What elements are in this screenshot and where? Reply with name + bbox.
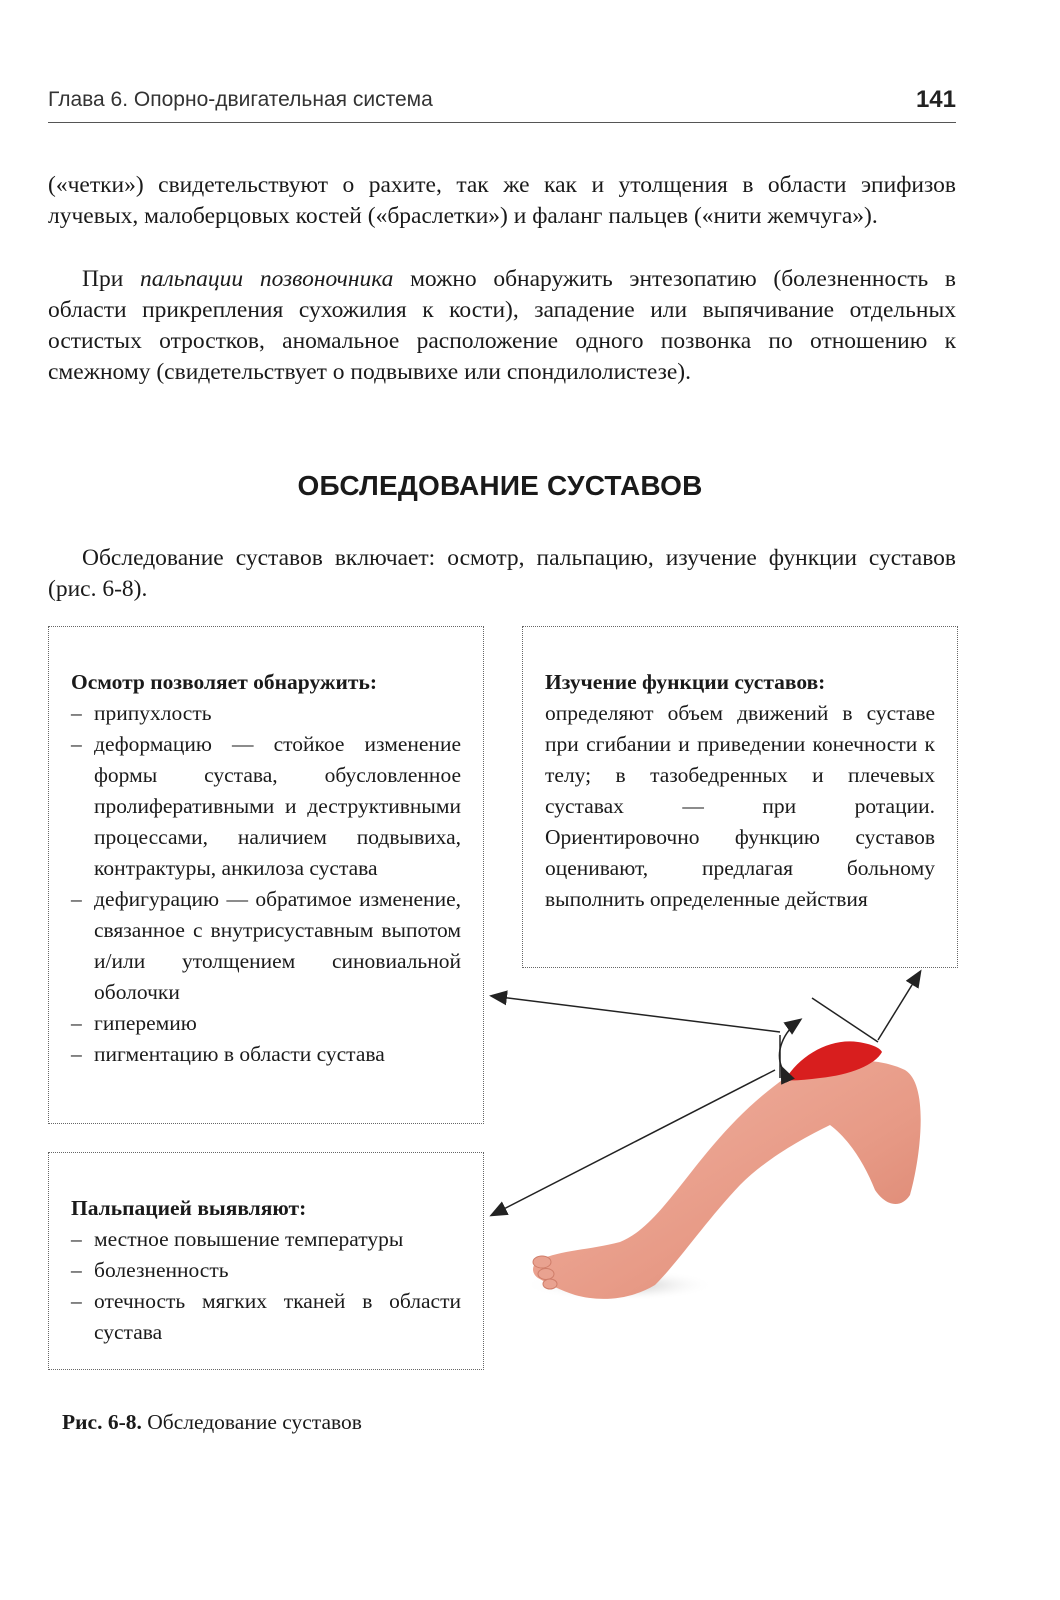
caption-label: Рис. 6-8. — [62, 1410, 142, 1434]
leg-illustration — [480, 960, 960, 1340]
arrow-to-function — [878, 972, 920, 1040]
paragraph-rickets: («четки») свидетельствуют о рахите, так же как и утолщения в области эпифизов лучевых, малоберцовых костей («браслетки») и фаланг пальцев («нити жемчуга»). — [48, 172, 956, 229]
angle-line-upper — [812, 998, 878, 1042]
examination-title: Осмотр позволяет обнаружить: — [71, 670, 377, 694]
list-item: – отечность мягких тканей в области сустава — [71, 1286, 461, 1348]
arrow-to-examination — [492, 996, 780, 1032]
list-item: – гиперемию — [71, 1008, 461, 1039]
list-item: – дефигурацию — обратимое изменение, связанное с внутрисуставным выпотом и/или утолщением синовиальной оболочки — [71, 884, 461, 1008]
list-item: – болезненность — [71, 1255, 461, 1286]
p2-emphasis: пальпации позвоночника — [139, 266, 394, 292]
joint-function-box — [522, 626, 958, 968]
range-of-motion-arrow — [779, 1020, 800, 1068]
list-item: – припухлость — [71, 698, 461, 729]
examination-box — [48, 626, 484, 1124]
leg-shape — [533, 1061, 921, 1299]
joint-function-title: Изучение функции суставов: — [545, 670, 826, 694]
list-item: – местное повышение температуры — [71, 1224, 461, 1255]
caption-text: Обследование суставов — [141, 1410, 362, 1434]
page-number: 141 — [915, 86, 956, 113]
palpation-box — [48, 1152, 484, 1370]
p2-start: При — [82, 266, 140, 292]
p2-rest: можно обнаружить энтезопатию (болезненность в области прикрепления сухожилия к кости), западение или выпячивание отдельных остистых отростков, аномальное расположение одного позвонка по отношению к смежному (свидетельствует о подвывихе или спондилолистезе). — [48, 266, 956, 385]
list-item: – пигментацию в области сустава — [71, 1039, 461, 1070]
figure-caption — [62, 1410, 362, 1435]
examination-list — [71, 698, 461, 1070]
paragraph-joint-exam-intro: Обследование суставов включает: осмотр, пальпацию, изучение функции суставов (рис. 6-8). — [48, 545, 956, 602]
chapter-title: Глава 6. Опорно-двигательная система — [48, 88, 433, 111]
header-rule — [48, 122, 956, 123]
section-title: ОБСЛЕДОВАНИЕ СУСТАВОВ — [297, 470, 703, 501]
list-item: – деформацию — стойкое изменение формы сустава, обусловленное пролиферативными и деструктивными процессами, наличием подвывиха, контрактуры, анкилоза сустава — [71, 729, 461, 884]
joint-function-text: определяют объем движений в суставе при сгибании и приведении конечности к телу; в тазобедренных и плечевых суставах — при ротации. Ориентировочно функцию суставов оценивают, предлагая больному выполнить определенные действия — [545, 701, 935, 911]
paragraph-spine-palpation — [48, 264, 956, 388]
palpation-title: Пальпацией выявляют: — [71, 1196, 307, 1220]
palpation-list — [71, 1224, 461, 1348]
